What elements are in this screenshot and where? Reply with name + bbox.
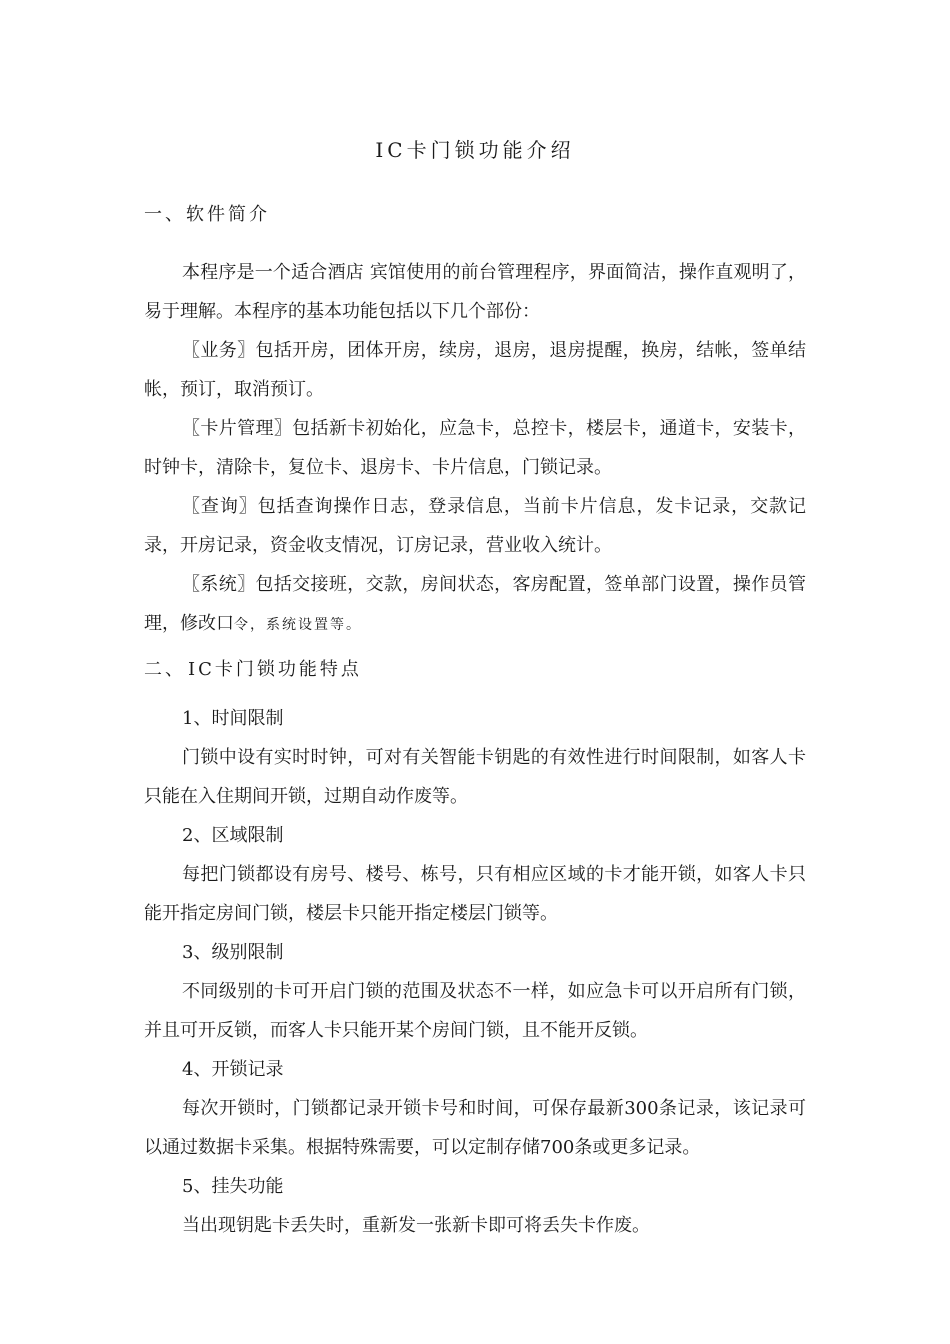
section-number: 二、 (144, 659, 186, 680)
feature-heading-unlock-record: 4、开锁记录 (182, 1059, 284, 1080)
section-body-lock-features (144, 699, 806, 1245)
system-feature-main: 〖系统〗包括交接班，交款，房间状态，客房配置，签单部门设置，操作员管理，修改口 (144, 574, 806, 634)
feature-text-level-limit: 不同级别的卡可开启门锁的范围及状态不一样，如应急卡可以开启所有门锁，并且可开反锁，而客人卡只能开某个房间门锁，且不能开反锁。 (144, 981, 806, 1041)
feature-text-time-limit: 门锁中设有实时时钟，可对有关智能卡钥匙的有效性进行时间限制，如客人卡只能在入住期间开锁，过期自动作废等。 (144, 747, 806, 807)
feature-text-unlock-record: 每次开锁时，门锁都记录开锁卡号和时间，可保存最新300条记录，该记录可以通过数据卡采集。根据特殊需要，可以定制存储700条或更多记录。 (144, 1098, 806, 1158)
document-title: IC卡门锁功能介绍 (375, 138, 575, 162)
section-heading-text: IC卡门锁功能特点 (188, 659, 362, 680)
feature-heading-area-limit: 2、区域限制 (182, 825, 284, 846)
feature-heading-level-limit: 3、级别限制 (182, 942, 284, 963)
section-body-software-intro (144, 253, 806, 645)
feature-heading-loss-report: 5、挂失功能 (182, 1176, 284, 1197)
section-heading-lock-features (144, 655, 362, 681)
feature-paragraph-query: 〖查询〗包括查询操作日志，登录信息，当前卡片信息，发卡记录，交款记录，开房记录，资金收支情况，订房记录，营业收入统计。 (144, 496, 806, 556)
system-feature-tail: 令，系统设置等。 (234, 617, 362, 633)
feature-paragraph-business: 〖业务〗包括开房，团体开房，续房，退房，退房提醒，换房，结帐，签单结帐，预订，取消预订。 (144, 340, 806, 400)
section-heading-software-intro: 一、软件简介 (144, 204, 270, 225)
intro-paragraph: 本程序是一个适合酒店 宾馆使用的前台管理程序，界面简洁，操作直观明了，易于理解。本程序的基本功能包括以下几个部份： (144, 262, 806, 322)
feature-text-area-limit: 每把门锁都设有房号、楼号、栋号，只有相应区域的卡才能开锁，如客人卡只能开指定房间门锁，楼层卡只能开指定楼层门锁等。 (144, 864, 806, 924)
feature-paragraph-system (144, 565, 806, 645)
feature-text-loss-report: 当出现钥匙卡丢失时，重新发一张新卡即可将丢失卡作废。 (182, 1215, 650, 1236)
feature-heading-time-limit: 1、时间限制 (182, 708, 284, 729)
feature-paragraph-card-management: 〖卡片管理〗包括新卡初始化，应急卡，总控卡，楼层卡，通道卡，安装卡，时钟卡，清除卡，复位卡、退房卡、卡片信息，门锁记录。 (144, 418, 806, 478)
